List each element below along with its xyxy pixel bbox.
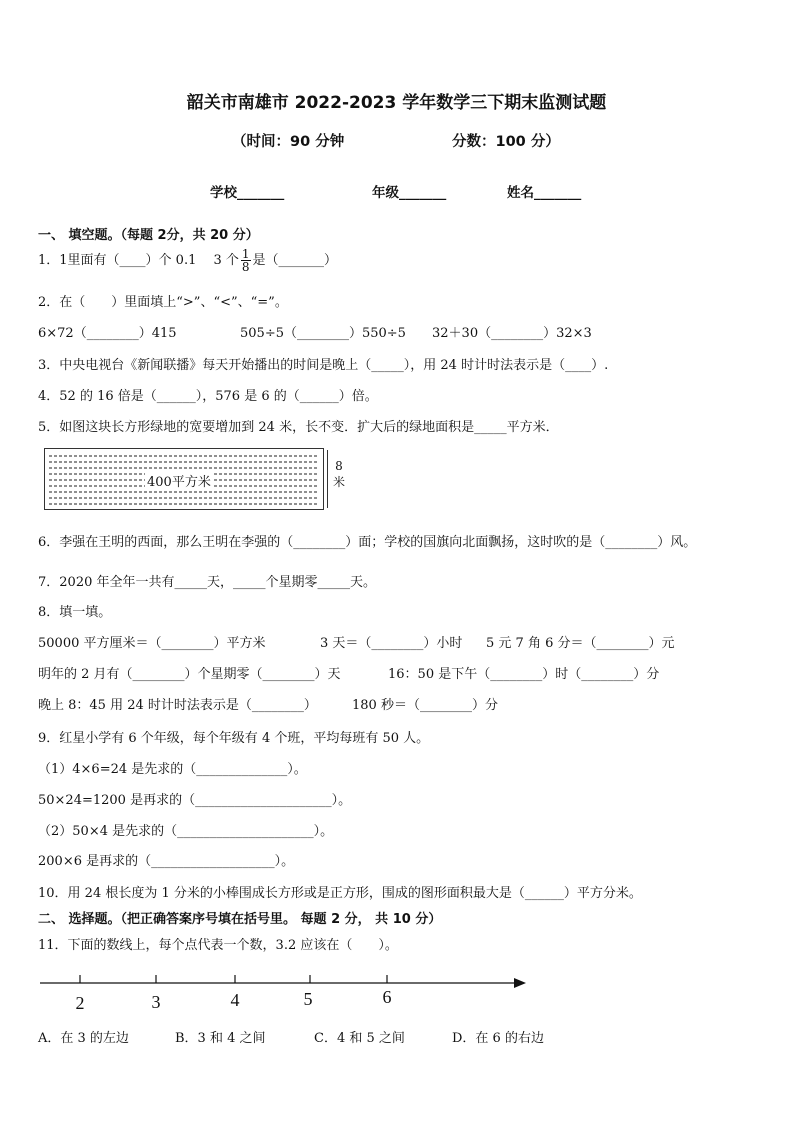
rectangle-field-figure [44, 448, 324, 510]
name-field: 姓名_______ [507, 185, 582, 201]
question-8a: 50000 平方厘米＝（________）平方米 [38, 636, 266, 651]
question-7: 7．2020 年全年一共有_____天，_____个星期零_____天。 [38, 575, 376, 590]
question-9c: （2）50×4 是先求的（_____________________）。 [38, 824, 334, 839]
tick-label-6: 6 [382, 987, 392, 1007]
question-2: 2．在（ ）里面填上“>”、“<”、“=”。 [38, 295, 288, 310]
question-8: 8．填一填。 [38, 605, 112, 620]
page-title: 韶关市南雄市 2022-2023 学年数学三下期末监测试题 [186, 93, 607, 113]
question-10: 10．用 24 根长度为 1 分米的小棒围成长方形或是正方形，围成的图形面积最大是（______）平方分米。 [38, 886, 642, 901]
number-line [38, 968, 538, 1018]
tick-label-3: 3 [151, 992, 161, 1012]
question-8c: 5 元 7 角 6 分＝（________）元 [486, 636, 675, 651]
option-a[interactable]: A．在 3 的左边 [38, 1031, 129, 1046]
question-8b: 3 天＝（________）小时 [320, 636, 463, 651]
question-9: 9．红星小学有 6 个年级，每个年级有 4 个班，平均每班有 50 人。 [38, 731, 430, 746]
question-3: 3．中央电视台《新闻联播》每天开始播出的时间是晚上（_____），用 24 时计时法表示是（____）. [38, 358, 609, 373]
exam-time: （时间：90 分钟 [232, 134, 345, 150]
question-8f: 晚上 8：45 用 24 时计时法表示是（________） [38, 698, 317, 713]
school-field: 学校_______ [210, 185, 285, 201]
width-marker [327, 450, 328, 508]
question-8e: 16：50 是下午（________）时（________）分 [388, 667, 660, 682]
option-c[interactable]: C．4 和 5 之间 [314, 1031, 405, 1046]
fraction: $\frac{1}{8}$ [241, 247, 250, 274]
exam-score: 分数：100 分） [452, 134, 560, 150]
option-d[interactable]: D．在 6 的右边 [452, 1031, 544, 1046]
question-2b: 505÷5（________）550÷5 [240, 326, 406, 341]
question-2a: 6×72（________）415 [38, 326, 177, 341]
question-1: 1．1里面有（____）个 0.1 3 个 $\frac{1}{8}$ 是（_______） [38, 247, 338, 274]
question-6: 6．李强在王明的西面，那么王明在李强的（________）面；学校的国旗向北面飘扬，这时吹的是（________）风。 [38, 535, 697, 550]
section-1-heading: 一、 填空题。（每题 2分，共 20 分） [38, 228, 259, 243]
question-5: 5．如图这块长方形绿地的宽要增加到 24 米，长不变．扩大后的绿地面积是_____平方米． [38, 420, 559, 435]
number-line-arrow [514, 978, 526, 988]
area-label: 400平方米 [145, 471, 213, 490]
question-8d: 明年的 2 月有（________）个星期零（________）天 [38, 667, 341, 682]
question-2c: 32＋30（________）32×3 [432, 326, 592, 341]
question-11: 11．下面的数线上，每个点代表一个数，3.2 应该在（ ）。 [38, 938, 398, 953]
question-9a: （1）4×6=24 是先求的（______________）。 [38, 762, 307, 777]
tick-label-4: 4 [230, 990, 240, 1010]
grade-field: 年级_______ [372, 185, 447, 201]
question-9d: 200×6 是再求的（___________________）。 [38, 854, 295, 869]
tick-label-2: 2 [75, 993, 85, 1013]
question-9b: 50×24=1200 是再求的（_____________________）。 [38, 793, 352, 808]
option-b[interactable]: B．3 和 4 之间 [175, 1031, 266, 1046]
tick-label-5: 5 [303, 989, 313, 1009]
question-4: 4．52 的 16 倍是（______），576 是 6 的（______）倍。 [38, 389, 378, 404]
section-2-heading: 二、 选择题。（把正确答案序号填在括号里。 每题 2 分， 共 10 分） [38, 912, 442, 927]
question-8g: 180 秒＝（________）分 [352, 698, 498, 713]
width-label: 8米 [332, 459, 345, 489]
